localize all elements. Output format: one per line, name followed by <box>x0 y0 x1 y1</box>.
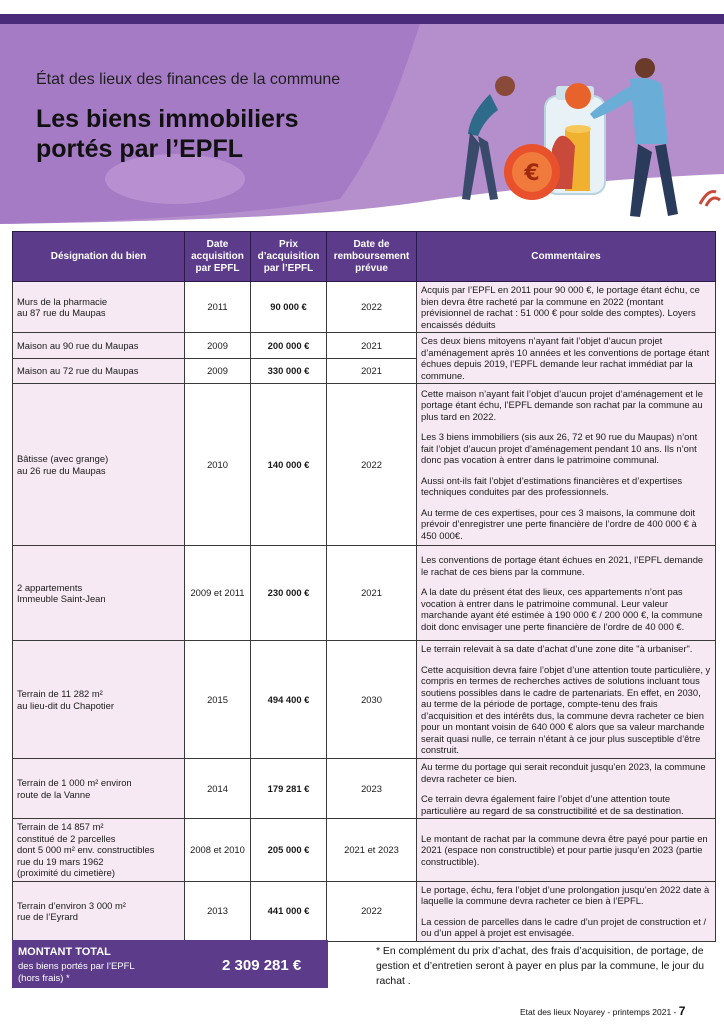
col-header-price: Prix d’acquisition par l’EPFL <box>251 232 327 282</box>
designation-cell: Terrain de 14 857 m² constitué de 2 parcelles dont 5 000 m² env. constructibles rue du 19 mars 1962 (proximité du cimetière) <box>13 819 185 882</box>
total-label: MONTANT TOTAL <box>18 946 111 958</box>
page-number: 7 <box>678 1004 686 1018</box>
top-bar <box>0 14 724 24</box>
page-title <box>36 104 336 164</box>
table-row <box>13 333 716 359</box>
designation-cell: Murs de la pharmacie au 87 rue du Maupas <box>13 282 185 333</box>
price-cell: 179 281 € <box>251 759 327 819</box>
acquisition-date-cell: 2008 et 2010 <box>185 819 251 882</box>
acquisition-date-cell: 2009 et 2011 <box>185 546 251 641</box>
acquisition-date-cell: 2009 <box>185 358 251 384</box>
repayment-date-cell: 2022 <box>327 384 417 546</box>
comments-cell: Le portage, échu, fera l’objet d’une prolongation jusqu’en 2022 date à laquelle la commune devra racheter ce bien à l’EPFL. La cession de parcelles dans le cadre d’un projet de construction et / ou d’un appel à projet est envisagée. <box>417 881 716 941</box>
total-amount-box <box>12 940 328 988</box>
repayment-date-cell: 2021 et 2023 <box>327 819 417 882</box>
price-cell: 140 000 € <box>251 384 327 546</box>
designation-cell: 2 appartements Immeuble Saint-Jean <box>13 546 185 641</box>
designation-cell: Maison au 90 rue du Maupas <box>13 333 185 359</box>
designation-cell: Terrain d’environ 3 000 m² rue de l’Eyrard <box>13 881 185 941</box>
table-row <box>13 282 716 333</box>
col-header-comments: Commentaires <box>417 232 716 282</box>
col-header-repayment-date: Date de remboursement prévue <box>327 232 417 282</box>
table-row <box>13 881 716 941</box>
table-header-row <box>13 232 716 282</box>
comments-cell: Le terrain relevait à sa date d’achat d’une zone dite "à urbaniser". Cette acquisition devra faire l’objet d’une attention toute particulière, y compris en termes de recherches actives de solutions incluant tous soutiens possibles dans le cadre de partenariats. En effet, en 2030, au terme de la période de portage, compte-tenu des frais d’acquisition et des intérêts dus, la commune devra racheter ce bien pour un montant voisin de 640 000 € alors que sa valeur marchande serait quasi nulle, ce terrain n’étant à ce jour plus susceptible d’être construit. <box>417 641 716 759</box>
col-header-acquisition-date: Date acquisition par EPFL <box>185 232 251 282</box>
col-header-designation: Désignation du bien <box>13 232 185 282</box>
designation-cell: Maison au 72 rue du Maupas <box>13 358 185 384</box>
comments-cell: Le montant de rachat par la commune devra être payé pour partie en 2021 (espace non constructible) et pour partie jusqu’en 2023 (partie constructible). <box>417 819 716 882</box>
price-cell: 441 000 € <box>251 881 327 941</box>
repayment-date-cell: 2030 <box>327 641 417 759</box>
total-sublabel: des biens portés par l’EPFL <box>18 961 135 972</box>
repayment-date-cell: 2021 <box>327 358 417 384</box>
footnote: * En complément du prix d’achat, des frais d’acquisition, de portage, de gestion et d’entretien seront à payer en plus par la commune, le jour du rachat . <box>376 946 705 987</box>
repayment-date-cell: 2022 <box>327 881 417 941</box>
price-cell: 90 000 € <box>251 282 327 333</box>
comments-cell: Acquis par l’EPFL en 2011 pour 90 000 €, le portage étant échu, ce bien devra être racheté par la commune en 2022 (montant prévisionnel de rachat : 51 000 € pour solde des comptes). Loyers encaissés déduits <box>417 282 716 333</box>
comments-cell: Au terme du portage qui serait reconduit jusqu’en 2023, la commune devra racheter ce bien. Ce terrain devra également faire l’objet d’une attention toute particulière au regard de sa constructibilité et de sa destination. <box>417 759 716 819</box>
table-row <box>13 641 716 759</box>
acquisition-date-cell: 2011 <box>185 282 251 333</box>
repayment-date-cell: 2022 <box>327 282 417 333</box>
designation-cell: Terrain de 11 282 m² au lieu-dit du Chapotier <box>13 641 185 759</box>
repayment-date-cell: 2021 <box>327 546 417 641</box>
comments-cell: Cette maison n’ayant fait l’objet d’aucun projet d’aménagement et le portage étant échu, l’EPFL demande son rachat par la commune au plus tard en 2022. Les 3 biens immobiliers (sis aux 26, 72 et 90 rue du Maupas) n’ont fait l’objet d’aucun projet d’aménagement pendant 10 ans. Ils n’ont donc pas vocation à entrer dans le patrimoine communal. Aussi ont-ils fait l’objet d’estimations financières et d’expertises techniques conduites par des professionnels. Au terme de ces expertises, pour ces 3 maisons, la commune doit prévoir d’enregistrer une perte financière de l’ordre de 400 000 € à 450 000€. <box>417 384 716 546</box>
designation-cell: Bâtisse (avec grange) au 26 rue du Maupas <box>13 384 185 546</box>
table-row <box>13 819 716 882</box>
price-cell: 205 000 € <box>251 819 327 882</box>
table-row <box>13 384 716 546</box>
svg-text:€: € <box>524 161 540 186</box>
price-cell: 494 400 € <box>251 641 327 759</box>
comments-cell: Les conventions de portage étant échues en 2021, l’EPFL demande le rachat de ces biens par la commune. A la date du présent état des lieux, ces appartements n’ont pas vocation à entrer dans le patrimoine communal. Leur valeur marchande ayant été estimée à 190 000 € / 200 000 €, la commune doit donc envisager une perte financière de l’ordre de 40 000 €. <box>417 546 716 641</box>
page-subtitle: État des lieux des finances de la commune <box>36 71 341 88</box>
table-row <box>13 546 716 641</box>
designation-cell: Terrain de 1 000 m² environ route de la Vanne <box>13 759 185 819</box>
total-amount: 2 309 281 € <box>222 957 302 974</box>
acquisition-date-cell: 2013 <box>185 881 251 941</box>
total-sublabel-note: (hors frais) * <box>18 973 70 984</box>
acquisition-date-cell: 2014 <box>185 759 251 819</box>
comments-cell: Ces deux biens mitoyens n’ayant fait l’objet d’aucun projet d’aménagement après 10 années et les conventions de portage étant échues depuis 2019, l’EPFL demande leur rachat immédiat par la commune. <box>417 333 716 384</box>
title-line-2: portés par l’EPFL <box>36 135 243 163</box>
page-footer <box>520 1004 685 1018</box>
repayment-date-cell: 2023 <box>327 759 417 819</box>
footer-text: Etat des lieux Noyarey - printemps 2021 - <box>520 1007 679 1017</box>
price-cell: 200 000 € <box>251 333 327 359</box>
properties-table <box>12 231 716 942</box>
price-cell: 330 000 € <box>251 358 327 384</box>
acquisition-date-cell: 2009 <box>185 333 251 359</box>
page-header <box>0 24 724 224</box>
repayment-date-cell: 2021 <box>327 333 417 359</box>
title-line-1: Les biens immobiliers <box>36 105 299 133</box>
table-row <box>13 759 716 819</box>
price-cell: 230 000 € <box>251 546 327 641</box>
acquisition-date-cell: 2010 <box>185 384 251 546</box>
acquisition-date-cell: 2015 <box>185 641 251 759</box>
